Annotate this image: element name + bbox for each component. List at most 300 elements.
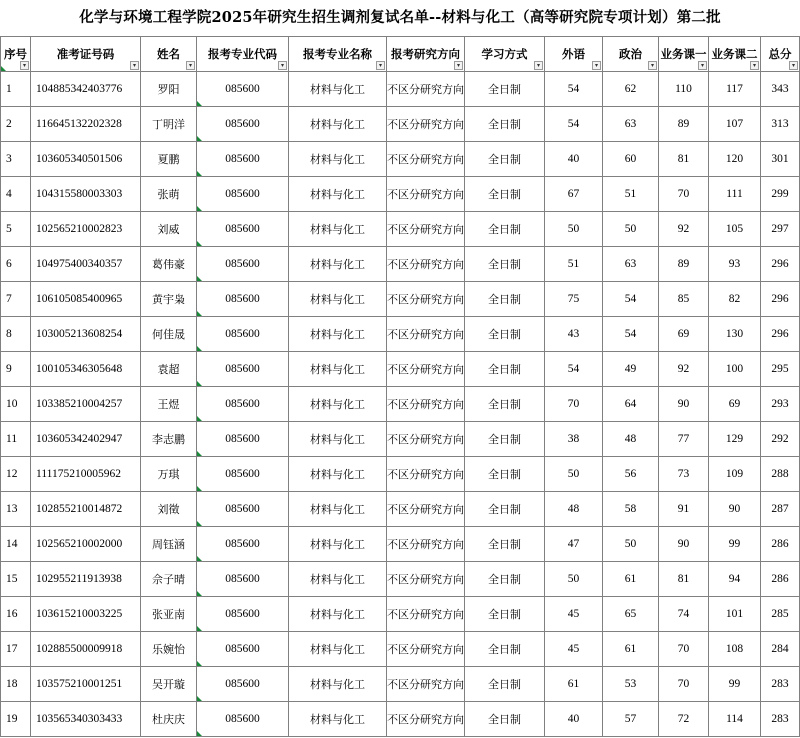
cell-politics[interactable] [603,632,659,667]
cell-no[interactable] [1,422,31,457]
cell-politics[interactable] [603,422,659,457]
cell-politics[interactable] [603,667,659,702]
cell-politics-text: 53 [624,678,637,690]
cell-politics[interactable] [603,562,659,597]
cell-exam-id[interactable] [31,142,141,177]
cell-major-name-text: 材料与化工 [310,398,365,411]
cell-total[interactable] [761,527,800,562]
cell-major-code[interactable] [197,247,289,282]
cell-major-name[interactable] [289,282,387,317]
cell-course-2-text: 101 [725,608,744,620]
green-triangle-icon [197,591,202,596]
cell-major-name[interactable] [289,492,387,527]
cell-politics[interactable] [603,527,659,562]
cell-no[interactable] [1,72,31,107]
header-row [1,37,800,72]
cell-course-1[interactable] [659,387,709,422]
candidate-table [0,36,800,737]
cell-no[interactable] [1,107,31,142]
header-cell-code[interactable] [197,37,289,72]
dropdown-filter-icon[interactable]: ▾ [278,61,287,70]
cell-study-mode[interactable] [465,142,545,177]
cell-direction[interactable] [387,352,465,387]
cell-no[interactable] [1,212,31,247]
cell-course-1[interactable] [659,667,709,702]
cell-no[interactable] [1,317,31,352]
cell-total[interactable] [761,667,800,702]
cell-foreign-language[interactable] [545,212,603,247]
cell-major-code[interactable] [197,457,289,492]
green-triangle-icon [197,486,202,491]
cell-total[interactable] [761,457,800,492]
cell-foreign-language[interactable] [545,247,603,282]
cell-course-1[interactable] [659,247,709,282]
cell-name[interactable] [141,527,197,562]
cell-course-2[interactable] [709,282,761,317]
cell-course-2[interactable] [709,597,761,632]
cell-major-name[interactable] [289,667,387,702]
cell-exam-id[interactable] [31,282,141,317]
dropdown-filter-icon[interactable]: ▾ [20,61,29,70]
cell-course-1[interactable] [659,212,709,247]
cell-total[interactable] [761,247,800,282]
cell-no[interactable] [1,632,31,667]
cell-foreign-language[interactable] [545,527,603,562]
cell-course-2[interactable] [709,247,761,282]
cell-major-code[interactable] [197,142,289,177]
cell-total[interactable] [761,492,800,527]
green-triangle-icon [197,451,202,456]
cell-major-code[interactable] [197,282,289,317]
cell-total[interactable] [761,317,800,352]
cell-no[interactable] [1,387,31,422]
cell-course-2-text: 82 [728,293,741,305]
table-row [1,212,800,247]
cell-study-mode[interactable] [465,177,545,212]
cell-major-name[interactable] [289,702,387,737]
cell-name[interactable] [141,72,197,107]
cell-major-code-text: 085600 [225,468,260,480]
cell-foreign-language[interactable] [545,282,603,317]
cell-name[interactable] [141,597,197,632]
cell-course-2[interactable] [709,72,761,107]
cell-name[interactable] [141,422,197,457]
cell-foreign-language[interactable] [545,667,603,702]
dropdown-filter-icon[interactable]: ▾ [592,61,601,70]
cell-direction[interactable] [387,317,465,352]
cell-exam-id[interactable] [31,107,141,142]
cell-course-2[interactable] [709,317,761,352]
cell-course-2[interactable] [709,352,761,387]
cell-course-2[interactable] [709,142,761,177]
cell-politics[interactable] [603,457,659,492]
dropdown-filter-icon[interactable]: ▾ [130,61,139,70]
cell-politics[interactable] [603,352,659,387]
cell-course-2[interactable] [709,107,761,142]
cell-no-text: 19 [6,713,18,725]
cell-major-code[interactable] [197,72,289,107]
cell-no[interactable] [1,492,31,527]
dropdown-filter-icon[interactable]: ▾ [534,61,543,70]
cell-no[interactable] [1,352,31,387]
cell-name[interactable] [141,352,197,387]
cell-course-1[interactable] [659,422,709,457]
cell-name[interactable] [141,667,197,702]
cell-total[interactable] [761,562,800,597]
cell-politics[interactable] [603,387,659,422]
header-label: 总分 [768,46,792,61]
cell-course-1[interactable] [659,317,709,352]
cell-course-1[interactable] [659,142,709,177]
cell-total[interactable] [761,387,800,422]
cell-total[interactable] [761,282,800,317]
cell-major-code[interactable] [197,177,289,212]
cell-course-2-text: 90 [728,503,741,515]
header-cell-total[interactable] [761,37,800,72]
cell-total[interactable] [761,597,800,632]
cell-name[interactable] [141,142,197,177]
cell-foreign-language[interactable] [545,597,603,632]
cell-major-name[interactable] [289,457,387,492]
header-cell-course2[interactable] [709,37,761,72]
cell-exam-id[interactable] [31,492,141,527]
cell-exam-id[interactable] [31,667,141,702]
cell-major-code-text: 085600 [225,678,260,690]
cell-total[interactable] [761,177,800,212]
cell-course-2[interactable] [709,387,761,422]
cell-exam-id[interactable] [31,632,141,667]
cell-name[interactable] [141,632,197,667]
cell-major-code[interactable] [197,667,289,702]
cell-course-1-text: 110 [675,83,692,95]
cell-name-text: 黄宇枭 [152,293,185,306]
cell-foreign-language[interactable] [545,422,603,457]
cell-direction[interactable] [387,247,465,282]
cell-politics[interactable] [603,142,659,177]
cell-direction[interactable] [387,667,465,702]
cell-study-mode[interactable] [465,422,545,457]
cell-major-name[interactable] [289,597,387,632]
cell-major-code[interactable] [197,212,289,247]
header-cell-course1[interactable] [659,37,709,72]
dropdown-filter-icon[interactable]: ▾ [789,61,798,70]
cell-no-text: 2 [6,118,12,130]
cell-no-text: 14 [6,538,18,550]
cell-direction[interactable] [387,72,465,107]
cell-foreign-language[interactable] [545,142,603,177]
dropdown-filter-icon[interactable]: ▾ [454,61,463,70]
cell-course-2[interactable] [709,422,761,457]
cell-course-1[interactable] [659,702,709,737]
cell-foreign-language[interactable] [545,107,603,142]
cell-politics[interactable] [603,72,659,107]
cell-total[interactable] [761,72,800,107]
table-row [1,422,800,457]
cell-course-2[interactable] [709,212,761,247]
cell-major-name[interactable] [289,107,387,142]
cell-major-code[interactable] [197,387,289,422]
cell-politics[interactable] [603,492,659,527]
cell-no[interactable] [1,177,31,212]
cell-study-mode-text: 全日制 [488,188,521,201]
cell-politics[interactable] [603,702,659,737]
cell-politics[interactable] [603,282,659,317]
cell-major-code[interactable] [197,107,289,142]
cell-foreign-language[interactable] [545,492,603,527]
cell-foreign-language-text: 43 [567,328,580,340]
cell-politics[interactable] [603,597,659,632]
cell-exam-id[interactable] [31,562,141,597]
cell-total[interactable] [761,107,800,142]
cell-name[interactable] [141,212,197,247]
cell-study-mode[interactable] [465,492,545,527]
cell-major-name[interactable] [289,562,387,597]
header-cell-politics[interactable] [603,37,659,72]
cell-study-mode[interactable] [465,72,545,107]
cell-total[interactable] [761,142,800,177]
cell-study-mode[interactable] [465,632,545,667]
cell-course-1[interactable] [659,492,709,527]
cell-name[interactable] [141,247,197,282]
cell-politics[interactable] [603,177,659,212]
cell-direction[interactable] [387,142,465,177]
cell-name[interactable] [141,317,197,352]
cell-study-mode[interactable] [465,352,545,387]
cell-foreign-language[interactable] [545,317,603,352]
cell-direction[interactable] [387,282,465,317]
cell-direction[interactable] [387,492,465,527]
cell-exam-id[interactable] [31,212,141,247]
cell-major-name[interactable] [289,247,387,282]
cell-name[interactable] [141,107,197,142]
cell-direction[interactable] [387,527,465,562]
cell-study-mode[interactable] [465,387,545,422]
dropdown-filter-icon[interactable]: ▾ [698,61,707,70]
cell-major-code[interactable] [197,422,289,457]
cell-exam-id[interactable] [31,702,141,737]
cell-exam-id[interactable] [31,317,141,352]
cell-name[interactable] [141,177,197,212]
cell-major-code[interactable] [197,597,289,632]
cell-name[interactable] [141,457,197,492]
cell-exam-id[interactable] [31,387,141,422]
cell-direction[interactable] [387,702,465,737]
cell-major-code[interactable] [197,702,289,737]
dropdown-filter-icon[interactable]: ▾ [750,61,759,70]
cell-course-2[interactable] [709,562,761,597]
cell-no[interactable] [1,142,31,177]
cell-major-name[interactable] [289,387,387,422]
cell-major-name[interactable] [289,72,387,107]
cell-name[interactable] [141,562,197,597]
cell-course-1[interactable] [659,457,709,492]
header-label: 学习方式 [481,46,528,61]
header-cell-major[interactable] [289,37,387,72]
cell-major-code[interactable] [197,317,289,352]
cell-course-1[interactable] [659,527,709,562]
cell-foreign-language[interactable] [545,562,603,597]
cell-course-2[interactable] [709,632,761,667]
cell-name[interactable] [141,492,197,527]
cell-study-mode-text: 全日制 [488,433,521,446]
cell-politics[interactable] [603,317,659,352]
cell-course-1[interactable] [659,352,709,387]
cell-total[interactable] [761,632,800,667]
header-cell-no[interactable] [1,37,31,72]
cell-study-mode[interactable] [465,317,545,352]
cell-major-name[interactable] [289,422,387,457]
cell-no[interactable] [1,702,31,737]
cell-major-code[interactable] [197,632,289,667]
cell-no[interactable] [1,457,31,492]
cell-exam-id[interactable] [31,527,141,562]
cell-total[interactable] [761,702,800,737]
cell-foreign-language-text: 70 [567,398,580,410]
cell-major-code[interactable] [197,492,289,527]
cell-major-name[interactable] [289,632,387,667]
cell-course-1[interactable] [659,177,709,212]
cell-course-1[interactable] [659,632,709,667]
cell-direction[interactable] [387,107,465,142]
cell-direction[interactable] [387,387,465,422]
cell-foreign-language[interactable] [545,702,603,737]
cell-total[interactable] [761,212,800,247]
cell-name-text: 周钰涵 [152,538,185,551]
header-cell-direction[interactable] [387,37,465,72]
cell-politics-text: 50 [624,223,637,235]
cell-study-mode[interactable] [465,562,545,597]
cell-foreign-language[interactable] [545,177,603,212]
cell-no[interactable] [1,282,31,317]
cell-course-2-text: 107 [725,118,744,130]
cell-major-name[interactable] [289,177,387,212]
cell-exam-id[interactable] [31,352,141,387]
cell-direction[interactable] [387,597,465,632]
cell-direction[interactable] [387,457,465,492]
header-cell-mode[interactable] [465,37,545,72]
cell-course-1[interactable] [659,282,709,317]
cell-study-mode[interactable] [465,527,545,562]
cell-course-2-text: 99 [728,678,741,690]
cell-exam-id[interactable] [31,247,141,282]
cell-study-mode[interactable] [465,107,545,142]
cell-course-1[interactable] [659,72,709,107]
cell-course-2[interactable] [709,177,761,212]
dropdown-filter-icon[interactable]: ▾ [648,61,657,70]
cell-course-1[interactable] [659,107,709,142]
cell-study-mode[interactable] [465,667,545,702]
cell-major-code[interactable] [197,527,289,562]
cell-major-name[interactable] [289,317,387,352]
cell-study-mode[interactable] [465,282,545,317]
cell-direction[interactable] [387,632,465,667]
cell-study-mode[interactable] [465,597,545,632]
header-cell-foreign[interactable] [545,37,603,72]
cell-total[interactable] [761,422,800,457]
cell-politics[interactable] [603,107,659,142]
cell-foreign-language[interactable] [545,352,603,387]
cell-course-2[interactable] [709,702,761,737]
cell-politics[interactable] [603,247,659,282]
cell-major-name[interactable] [289,352,387,387]
cell-major-code-text: 085600 [225,363,260,375]
cell-major-code[interactable] [197,352,289,387]
cell-exam-id[interactable] [31,597,141,632]
cell-major-code-text: 085600 [225,258,260,270]
cell-course-2-text: 111 [726,188,743,200]
cell-major-name-text: 材料与化工 [310,503,365,516]
cell-total[interactable] [761,352,800,387]
cell-major-name[interactable] [289,212,387,247]
cell-major-code[interactable] [197,562,289,597]
cell-name[interactable] [141,702,197,737]
cell-study-mode[interactable] [465,457,545,492]
cell-foreign-language[interactable] [545,632,603,667]
cell-course-1-text: 70 [677,643,690,655]
cell-direction[interactable] [387,562,465,597]
cell-course-2-text: 69 [728,398,741,410]
header-cell-name[interactable] [141,37,197,72]
cell-direction[interactable] [387,212,465,247]
header-label: 报考研究方向 [391,46,460,61]
cell-foreign-language-text: 50 [567,223,580,235]
cell-study-mode-text: 全日制 [488,538,521,551]
cell-name[interactable] [141,387,197,422]
cell-study-mode[interactable] [465,702,545,737]
dropdown-filter-icon[interactable]: ▾ [376,61,385,70]
cell-course-2[interactable] [709,457,761,492]
cell-direction-text: 不区分研究方向 [387,537,464,551]
cell-course-1[interactable] [659,597,709,632]
cell-major-name[interactable] [289,142,387,177]
cell-course-2[interactable] [709,527,761,562]
cell-politics-text: 63 [624,258,637,270]
cell-foreign-language[interactable] [545,457,603,492]
cell-course-2[interactable] [709,492,761,527]
cell-foreign-language[interactable] [545,72,603,107]
cell-major-name[interactable] [289,527,387,562]
cell-study-mode[interactable] [465,212,545,247]
cell-no[interactable] [1,667,31,702]
cell-name[interactable] [141,282,197,317]
cell-total-text: 286 [771,538,789,550]
cell-total-text: 283 [771,678,789,690]
green-triangle-icon [197,556,202,561]
cell-foreign-language[interactable] [545,387,603,422]
cell-course-1[interactable] [659,562,709,597]
cell-study-mode[interactable] [465,247,545,282]
cell-exam-id[interactable] [31,457,141,492]
cell-no[interactable] [1,562,31,597]
cell-direction[interactable] [387,177,465,212]
cell-foreign-language-text: 54 [567,363,580,375]
cell-politics[interactable] [603,212,659,247]
cell-exam-id[interactable] [31,422,141,457]
cell-no-text: 6 [6,258,12,270]
header-cell-id[interactable] [31,37,141,72]
cell-no[interactable] [1,247,31,282]
cell-politics-text: 48 [624,433,637,445]
cell-major-name-text: 材料与化工 [310,258,365,271]
cell-direction[interactable] [387,422,465,457]
cell-no[interactable] [1,527,31,562]
cell-exam-id[interactable] [31,72,141,107]
dropdown-filter-icon[interactable]: ▾ [186,61,195,70]
cell-exam-id-text: 100105346305648 [36,363,123,375]
cell-no[interactable] [1,597,31,632]
cell-course-2[interactable] [709,667,761,702]
cell-exam-id[interactable] [31,177,141,212]
